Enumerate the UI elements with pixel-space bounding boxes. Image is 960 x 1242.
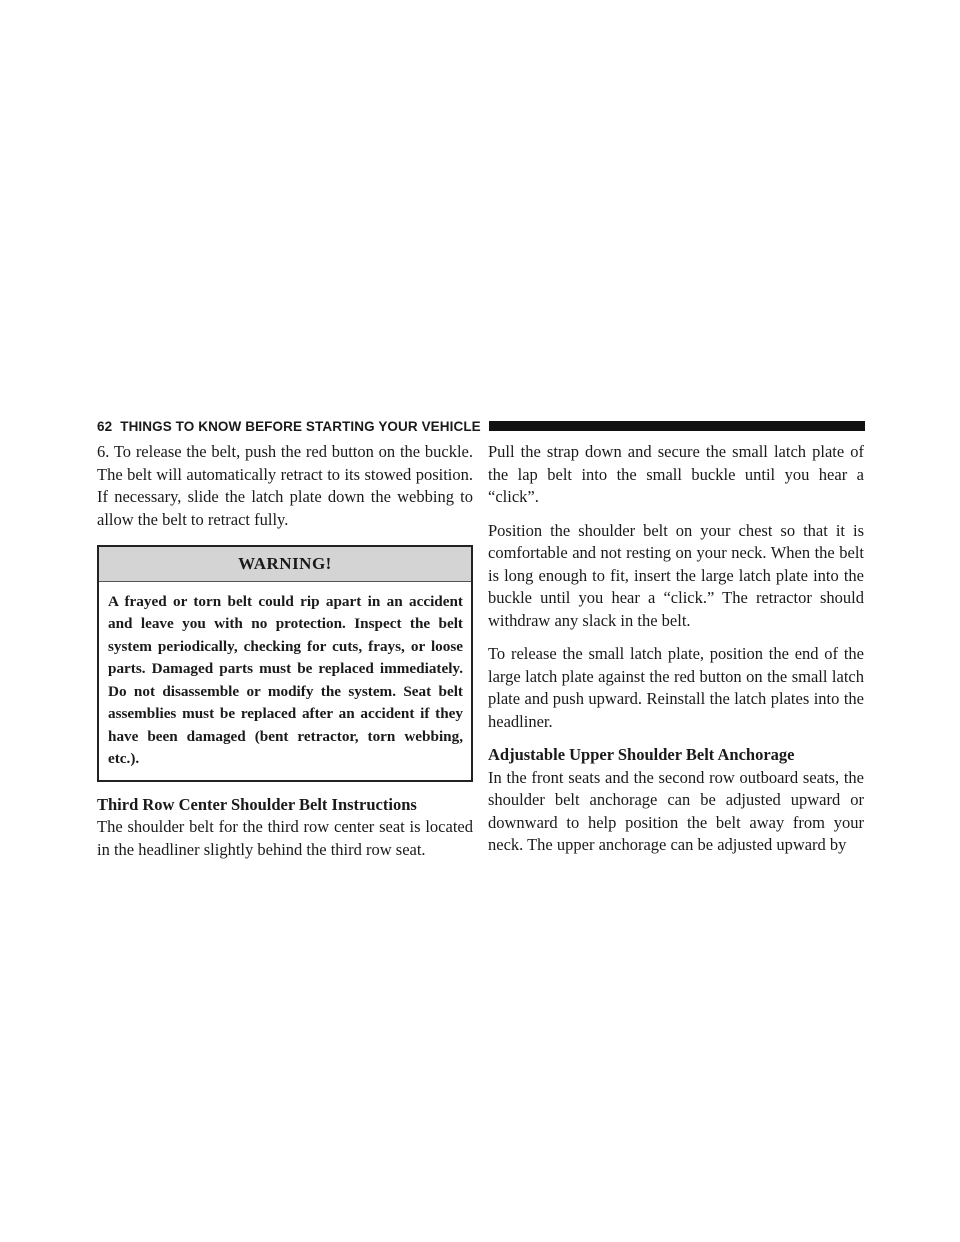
step-6-paragraph: 6. To release the belt, push the red button on the buckle. The belt will automatically retract to its stowed position. If necessary, slide the latch plate down the webbing to allow the belt to retract fully. xyxy=(97,442,473,529)
third-row-heading: Third Row Center Shoulder Belt Instructions xyxy=(97,794,417,814)
header-rule xyxy=(489,421,865,431)
adjustable-anchorage-heading: Adjustable Upper Shoulder Belt Anchorage xyxy=(488,745,795,764)
right-paragraph-1: Pull the strap down and secure the small latch plate of the lap belt into the small buckle until you hear a “click”. xyxy=(488,442,864,506)
chapter-title: THINGS TO KNOW BEFORE STARTING YOUR VEHICLE xyxy=(120,418,481,434)
warning-title: WARNING! xyxy=(99,547,471,582)
page-number: 62 xyxy=(97,418,113,434)
warning-text: A frayed or torn belt could rip apart in an accident and leave you with no protection. Inspect the belt system periodically, checking for cuts, frays, or loose parts. Damaged parts must be replaced immediately. Do not disassemble or modify the system. Seat belt assemblies must be replaced after an accident if they have been damaged (bent retractor, torn webbing, etc.). xyxy=(108,592,463,767)
right-column xyxy=(488,441,864,857)
left-column xyxy=(97,441,473,861)
right-paragraph-2: Position the shoulder belt on your chest so that it is comfortable and not resting on your neck. When the belt is long enough to fit, insert the large latch plate into the buckle until you hear a “click.” The retractor should withdraw any slack in the belt. xyxy=(488,520,864,630)
adjustable-anchorage-body: In the front seats and the second row outboard seats, the shoulder belt anchorage can be adjusted upward or downward to help position the belt away from your neck. The upper anchorage can be adjusted upward by xyxy=(488,767,864,854)
page-header xyxy=(97,416,865,436)
third-row-body: The shoulder belt for the third row center seat is located in the headliner slightly behind the third row seat. xyxy=(97,817,473,859)
right-paragraph-3: To release the small latch plate, position the end of the large latch plate against the red button on the small latch plate and push upward. Reinstall the latch plates into the headliner. xyxy=(488,644,864,731)
warning-box xyxy=(97,545,473,782)
